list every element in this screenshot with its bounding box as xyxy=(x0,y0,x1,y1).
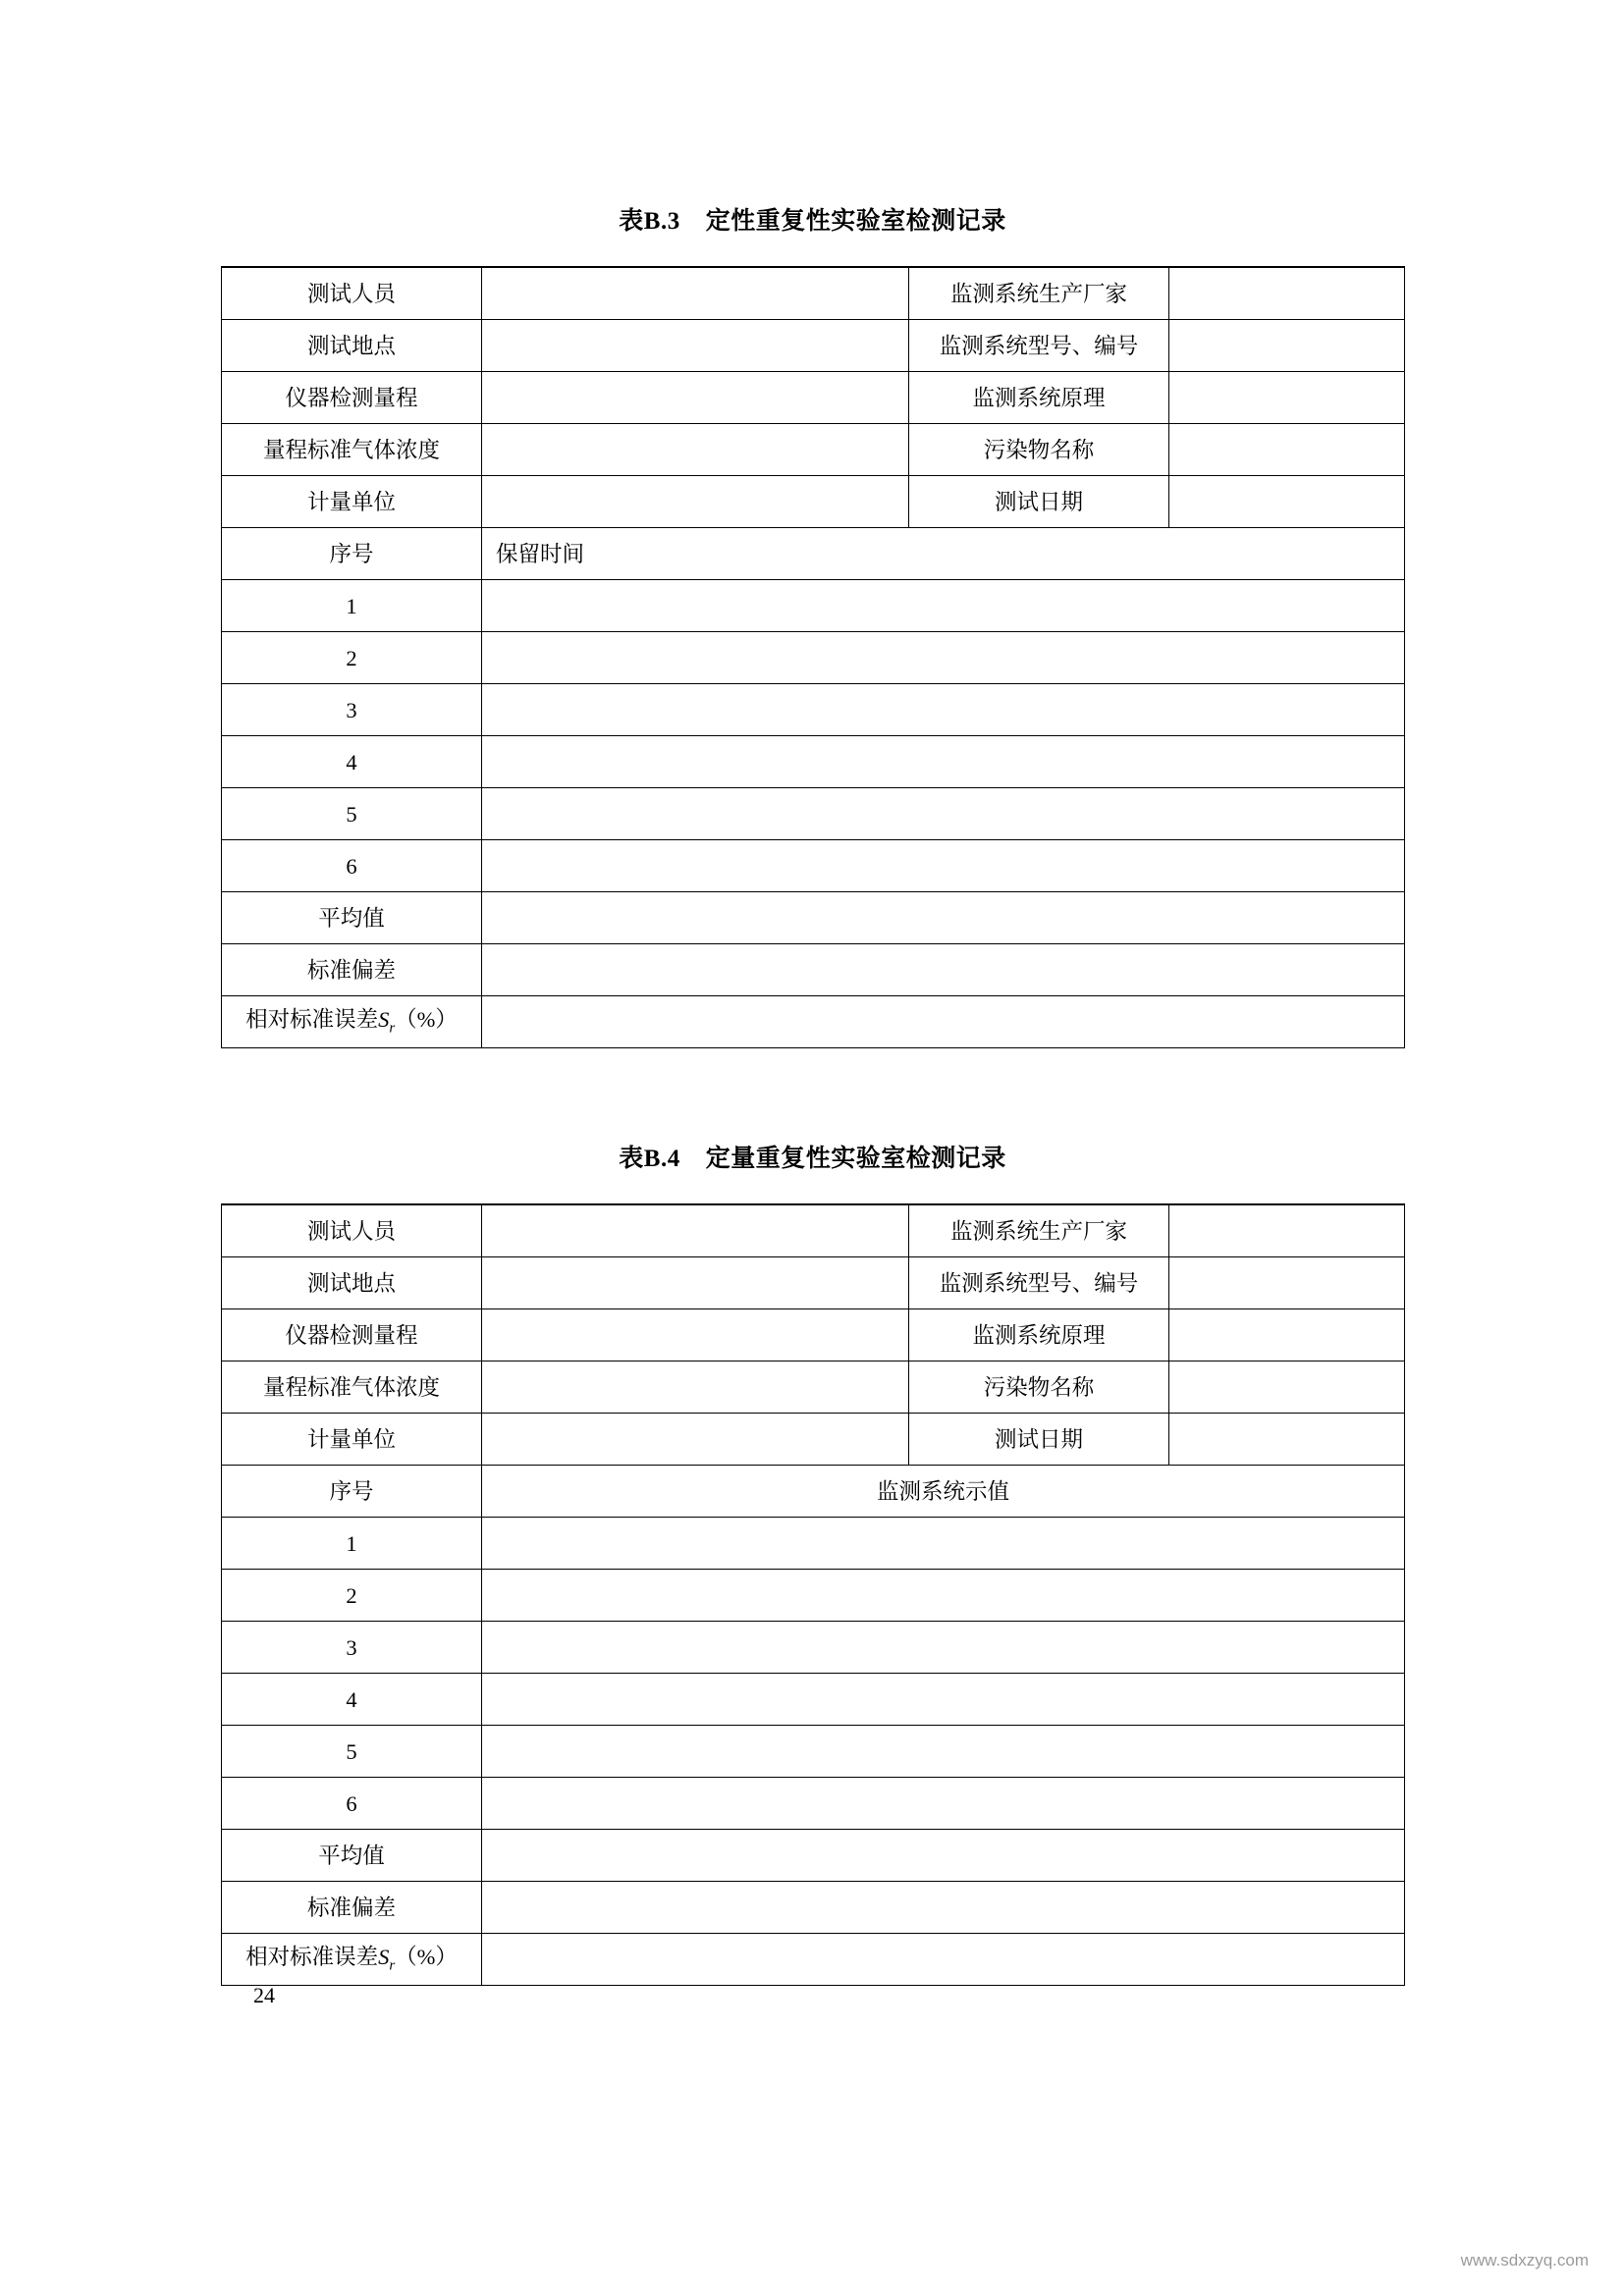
field-value[interactable] xyxy=(482,1204,909,1257)
row-value[interactable] xyxy=(482,1778,1405,1830)
field-value[interactable] xyxy=(482,320,909,372)
field-label: 量程标准气体浓度 xyxy=(222,1362,482,1414)
table-row xyxy=(222,1622,1405,1674)
table-row xyxy=(222,840,1405,892)
relative-error-suffix: （%） xyxy=(395,1945,458,1970)
field-label: 量程标准气体浓度 xyxy=(222,424,482,476)
field-value[interactable] xyxy=(482,424,909,476)
row-value[interactable] xyxy=(482,1674,1405,1726)
table-column-header-row xyxy=(222,1466,1405,1518)
row-value[interactable] xyxy=(482,736,1405,788)
field-label: 测试地点 xyxy=(222,320,482,372)
row-label: 1 xyxy=(222,1518,482,1570)
field-label: 监测系统生产厂家 xyxy=(909,267,1169,320)
field-label: 仪器检测量程 xyxy=(222,372,482,424)
field-value[interactable] xyxy=(482,372,909,424)
table-row xyxy=(222,632,1405,684)
column-header-index: 序号 xyxy=(222,528,482,580)
field-value[interactable] xyxy=(1169,1362,1405,1414)
table-row xyxy=(222,1362,1405,1414)
field-label: 污染物名称 xyxy=(909,424,1169,476)
table-row xyxy=(222,267,1405,320)
row-value[interactable] xyxy=(482,580,1405,632)
table-block-b4 xyxy=(221,1139,1404,1986)
table-title-b3 xyxy=(221,201,1404,237)
row-value[interactable] xyxy=(482,892,1405,944)
row-label: 3 xyxy=(222,684,482,736)
field-label: 计量单位 xyxy=(222,1414,482,1466)
table-title-text: 定量重复性实验室检测记录 xyxy=(705,1146,1006,1172)
field-label: 测试日期 xyxy=(909,476,1169,528)
relative-error-subscript: r xyxy=(389,1957,396,1974)
table-row xyxy=(222,1257,1405,1309)
row-label: 2 xyxy=(222,632,482,684)
row-value[interactable] xyxy=(482,1882,1405,1934)
table-row xyxy=(222,944,1405,996)
table-row xyxy=(222,424,1405,476)
row-label: 4 xyxy=(222,736,482,788)
row-value[interactable] xyxy=(482,788,1405,840)
table-row xyxy=(222,1674,1405,1726)
field-label: 监测系统型号、编号 xyxy=(909,320,1169,372)
row-label: 1 xyxy=(222,580,482,632)
field-value[interactable] xyxy=(482,1414,909,1466)
field-label: 污染物名称 xyxy=(909,1362,1169,1414)
column-header-index: 序号 xyxy=(222,1466,482,1518)
table-row xyxy=(222,476,1405,528)
field-value[interactable] xyxy=(1169,372,1405,424)
row-label: 2 xyxy=(222,1570,482,1622)
field-label: 测试日期 xyxy=(909,1414,1169,1466)
table-row xyxy=(222,1518,1405,1570)
row-label: 3 xyxy=(222,1622,482,1674)
row-value[interactable] xyxy=(482,1570,1405,1622)
field-value[interactable] xyxy=(1169,1309,1405,1362)
field-label: 监测系统生产厂家 xyxy=(909,1204,1169,1257)
field-value[interactable] xyxy=(482,267,909,320)
row-value[interactable] xyxy=(482,840,1405,892)
row-label-relative-error xyxy=(222,1934,482,1986)
table-row xyxy=(222,1570,1405,1622)
row-label-stddev: 标准偏差 xyxy=(222,1882,482,1934)
row-value[interactable] xyxy=(482,1726,1405,1778)
field-label: 监测系统原理 xyxy=(909,1309,1169,1362)
relative-error-symbol: S xyxy=(378,1007,390,1033)
table-row xyxy=(222,1934,1405,1986)
row-label-average: 平均值 xyxy=(222,892,482,944)
field-label: 测试人员 xyxy=(222,1204,482,1257)
record-table-b3 xyxy=(221,266,1405,1048)
row-value[interactable] xyxy=(482,684,1405,736)
table-title-number: 表B.3 xyxy=(619,208,680,235)
relative-error-prefix: 相对标准误差 xyxy=(245,1945,379,1970)
table-row xyxy=(222,736,1405,788)
page-number: 24 xyxy=(253,1983,275,2007)
field-label: 测试人员 xyxy=(222,267,482,320)
field-label: 监测系统原理 xyxy=(909,372,1169,424)
table-row xyxy=(222,684,1405,736)
field-label: 测试地点 xyxy=(222,1257,482,1309)
field-label: 计量单位 xyxy=(222,476,482,528)
table-row xyxy=(222,580,1405,632)
row-label: 4 xyxy=(222,1674,482,1726)
field-label: 仪器检测量程 xyxy=(222,1309,482,1362)
row-label: 6 xyxy=(222,1778,482,1830)
table-row xyxy=(222,892,1405,944)
field-value[interactable] xyxy=(1169,424,1405,476)
table-row xyxy=(222,372,1405,424)
record-table-b4 xyxy=(221,1203,1405,1986)
table-row xyxy=(222,996,1405,1048)
table-row xyxy=(222,1830,1405,1882)
row-label: 6 xyxy=(222,840,482,892)
relative-error-prefix: 相对标准误差 xyxy=(245,1007,379,1033)
field-value[interactable] xyxy=(1169,476,1405,528)
row-value[interactable] xyxy=(482,1830,1405,1882)
field-value[interactable] xyxy=(482,1257,909,1309)
table-row xyxy=(222,320,1405,372)
row-label-average: 平均值 xyxy=(222,1830,482,1882)
table-row xyxy=(222,1882,1405,1934)
relative-error-subscript: r xyxy=(389,1020,396,1037)
row-value[interactable] xyxy=(482,1622,1405,1674)
row-label-relative-error xyxy=(222,996,482,1048)
row-value[interactable] xyxy=(482,632,1405,684)
table-row xyxy=(222,1778,1405,1830)
field-value[interactable] xyxy=(1169,1257,1405,1309)
table-row xyxy=(222,1309,1405,1362)
relative-error-symbol: S xyxy=(378,1945,390,1970)
field-value[interactable] xyxy=(482,476,909,528)
table-title-b4 xyxy=(221,1139,1404,1174)
field-value[interactable] xyxy=(1169,320,1405,372)
row-value[interactable] xyxy=(482,944,1405,996)
field-value[interactable] xyxy=(1169,1204,1405,1257)
row-label-stddev: 标准偏差 xyxy=(222,944,482,996)
table-row xyxy=(222,1726,1405,1778)
watermark-text: www.sdxzyq.com xyxy=(1460,2251,1589,2269)
table-block-b3 xyxy=(221,201,1404,1048)
table-title-text: 定性重复性实验室检测记录 xyxy=(705,208,1006,235)
row-label: 5 xyxy=(222,1726,482,1778)
field-label: 监测系统型号、编号 xyxy=(909,1257,1169,1309)
relative-error-suffix: （%） xyxy=(395,1007,458,1033)
row-label: 5 xyxy=(222,788,482,840)
table-row xyxy=(222,788,1405,840)
field-value[interactable] xyxy=(1169,267,1405,320)
table-column-header-row xyxy=(222,528,1405,580)
field-value[interactable] xyxy=(1169,1414,1405,1466)
row-value[interactable] xyxy=(482,1934,1405,1986)
column-header-measure: 监测系统示值 xyxy=(482,1466,1405,1518)
row-value[interactable] xyxy=(482,996,1405,1048)
column-header-measure: 保留时间 xyxy=(482,528,1405,580)
table-row xyxy=(222,1414,1405,1466)
table-title-number: 表B.4 xyxy=(619,1146,680,1172)
field-value[interactable] xyxy=(482,1362,909,1414)
table-row xyxy=(222,1204,1405,1257)
row-value[interactable] xyxy=(482,1518,1405,1570)
field-value[interactable] xyxy=(482,1309,909,1362)
